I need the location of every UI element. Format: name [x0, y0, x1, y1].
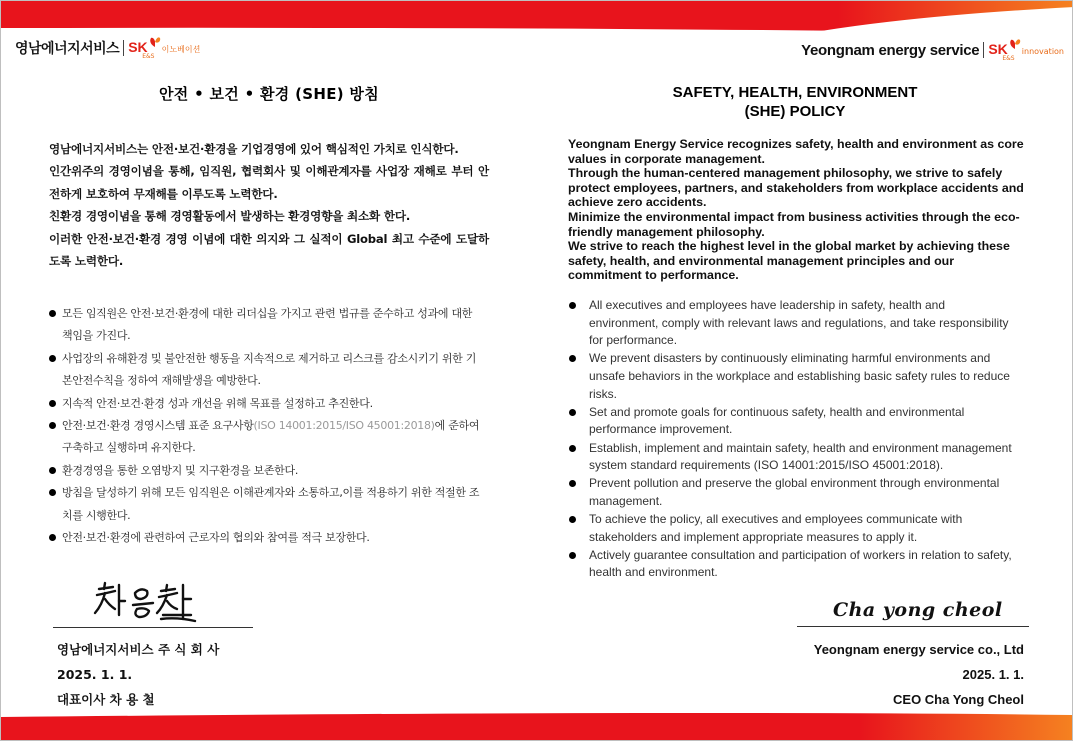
list-item — [49, 460, 481, 482]
company-name-kr: 영남에너지서비스 — [15, 41, 120, 57]
list-item — [568, 475, 1016, 510]
list-item-text: 지속적 안전·보건·환경 성과 개선을 위해 목표를 설정하고 추진한다. — [62, 396, 373, 410]
logo-korean — [15, 37, 200, 59]
korean-intro-paragraph: 친환경 경영이념을 통해 경영활동에서 발생하는 환경영향을 최소화 한다. — [49, 209, 411, 224]
bullet-icon — [49, 355, 56, 362]
korean-footer — [57, 637, 219, 712]
bullet-icon — [569, 552, 576, 559]
bullet-icon — [49, 534, 56, 541]
list-item — [568, 511, 1016, 546]
list-item — [568, 404, 1016, 439]
logo-divider — [983, 42, 984, 58]
english-intro-paragraph: Through the human-centered management philosophy, we strive to safely protect employees, partners, and stakeholders from workplace accidents and achieve zero accidents. — [568, 166, 1024, 210]
top-color-band — [1, 1, 1073, 31]
date: 2025. 1. 1. — [962, 667, 1024, 682]
bullet-icon — [569, 480, 576, 487]
bullet-icon — [49, 467, 56, 474]
list-item-text: Set and promote goals for continuous safety, health and environmental performance improvement. — [589, 404, 965, 437]
iso-standard-ref: (ISO 14001:2015/ISO 45001:2018) — [253, 419, 435, 433]
list-item-text: We prevent disasters by continuously eliminating harmful environments and unsafe behaviors in the workplace and establishing basic safety rules to reduce risks. — [589, 351, 1010, 401]
list-item — [49, 415, 481, 460]
list-item-text: 모든 임직원은 안전·보건·환경에 대한 리더십을 가지고 관련 법규를 준수하고 성과에 대한 책임을 가진다. — [62, 307, 473, 343]
logo-divider — [123, 40, 124, 56]
english-title — [595, 83, 995, 121]
korean-intro-paragraph: 영남에너지서비스는 안전·보건·환경을 기업경영에 있어 핵심적인 가치로 인식한다. — [49, 142, 459, 156]
korean-intro-paragraph: 인간위주의 경영이념을 통해, 임직원, 협력회사 및 이해관계자를 사업장 재해로 부터 안전하게 보호하여 무재해를 이루도록 노력한다. — [49, 164, 489, 201]
bullet-icon — [569, 302, 576, 309]
bullet-icon — [569, 355, 576, 362]
english-intro-paragraph: Yeongnam Energy Service recognizes safety, health and environment as core values in corporate management. — [568, 137, 1024, 166]
korean-intro — [49, 138, 489, 272]
sk-sub-kr: 이노베이션 — [161, 45, 201, 54]
bullet-icon — [49, 422, 56, 429]
english-title-line: SAFETY, HEALTH, ENVIRONMENT — [672, 84, 918, 101]
sk-butterfly-icon — [149, 36, 161, 48]
bullet-icon — [569, 516, 576, 523]
bottom-color-band — [1, 707, 1073, 740]
english-footer — [814, 637, 1024, 712]
bullet-icon — [569, 409, 576, 416]
list-item-text: 방침을 달성하기 위해 모든 임직원은 이해관계자와 소통하고,이를 적용하기 위한 적절한 조치를 시행한다. — [62, 486, 480, 522]
list-item-text: Establish, implement and maintain safety, health and environment management system standard requirements (ISO 14001:2015/ISO 45001:2018). — [589, 440, 1012, 473]
signature-line — [797, 626, 1029, 627]
sk-butterfly-icon — [1009, 38, 1021, 50]
english-intro-paragraph: Minimize the environmental impact from business activities through the eco-friendly management philosophy. — [568, 209, 1020, 239]
sk-mark: SK — [128, 39, 148, 55]
list-item-text: To achieve the policy, all executives and employees communicate with stakeholders and implement appropriate measures to apply it. — [589, 512, 963, 544]
list-item — [568, 440, 1016, 475]
bullet-icon — [49, 489, 56, 496]
english-title-line: (SHE) POLICY — [744, 103, 846, 120]
logo-english — [801, 37, 1064, 63]
signature-korean — [91, 579, 211, 623]
bullet-icon — [49, 400, 56, 407]
company-name: Yeongnam energy service co., Ltd — [813, 642, 1024, 657]
sk-logo — [128, 36, 200, 60]
company-name-en: Yeongnam energy service — [801, 41, 980, 59]
bullet-icon — [569, 445, 576, 452]
sk-es-kr: E&S — [142, 53, 155, 60]
company-name: 영남에너지서비스 주 식 회 사 — [57, 642, 220, 657]
list-item-text: Prevent pollution and preserve the global environment through environmental management. — [589, 476, 1000, 508]
list-item-text: Actively guarantee consultation and participation of workers in relation to safety, health and environment. — [589, 547, 1012, 580]
list-item — [49, 348, 481, 393]
date: 2025. 1. 1. — [57, 667, 133, 682]
list-item-text: All executives and employees have leadership in safety, health and environment, comply with relevant laws and regulations, and take responsibility for performance. — [589, 298, 1009, 348]
list-item — [568, 547, 1016, 582]
sk-mark: SK — [988, 41, 1008, 57]
signature-english: Cha yong cheol — [833, 599, 1003, 621]
list-item — [568, 350, 1016, 403]
list-item — [49, 527, 481, 549]
list-item-text: 안전·보건·환경 경영시스템 표준 요구사항 — [62, 419, 254, 433]
list-item — [49, 393, 481, 415]
ceo-name: CEO Cha Yong Cheol — [893, 692, 1024, 707]
list-item-text: 에 준하여 구축하고 실행하며 유지한다. — [62, 419, 480, 455]
korean-policy-list — [49, 303, 481, 549]
korean-title: 안전 • 보건 • 환경 (SHE) 방침 — [158, 85, 380, 103]
list-item-text: 안전·보건·환경에 관련하여 근로자의 협의와 참여를 적극 보장한다. — [62, 531, 370, 545]
list-item — [49, 303, 481, 348]
list-item — [568, 297, 1016, 350]
list-item — [49, 482, 481, 527]
english-intro — [568, 137, 1030, 283]
english-policy-list — [568, 297, 1016, 583]
bullet-icon — [49, 310, 56, 317]
sk-logo — [988, 38, 1064, 62]
list-item-text: 사업장의 유해환경 및 불안전한 행동을 지속적으로 제거하고 리스크를 감소시키기 위한 기본안전수칙을 정하여 재해발생을 예방한다. — [62, 351, 477, 388]
list-item-text: 환경경영을 통한 오염방지 및 지구환경을 보존한다. — [62, 463, 299, 477]
signature-line — [53, 627, 253, 628]
sk-es-en: E&S — [1002, 55, 1015, 62]
sk-sub-en: innovation — [1021, 47, 1064, 56]
ceo-name: 대표이사 차 용 철 — [57, 692, 155, 707]
korean-intro-paragraph: 이러한 안전·보건·환경 경영 이념에 대한 의지와 그 실적이 Global 최고 수준에 도달하도록 노력한다. — [49, 231, 489, 269]
english-intro-paragraph: We strive to reach the highest level in the global market by achieving these safety, health, and environmental management principles and our commitment to performance. — [568, 239, 1010, 283]
